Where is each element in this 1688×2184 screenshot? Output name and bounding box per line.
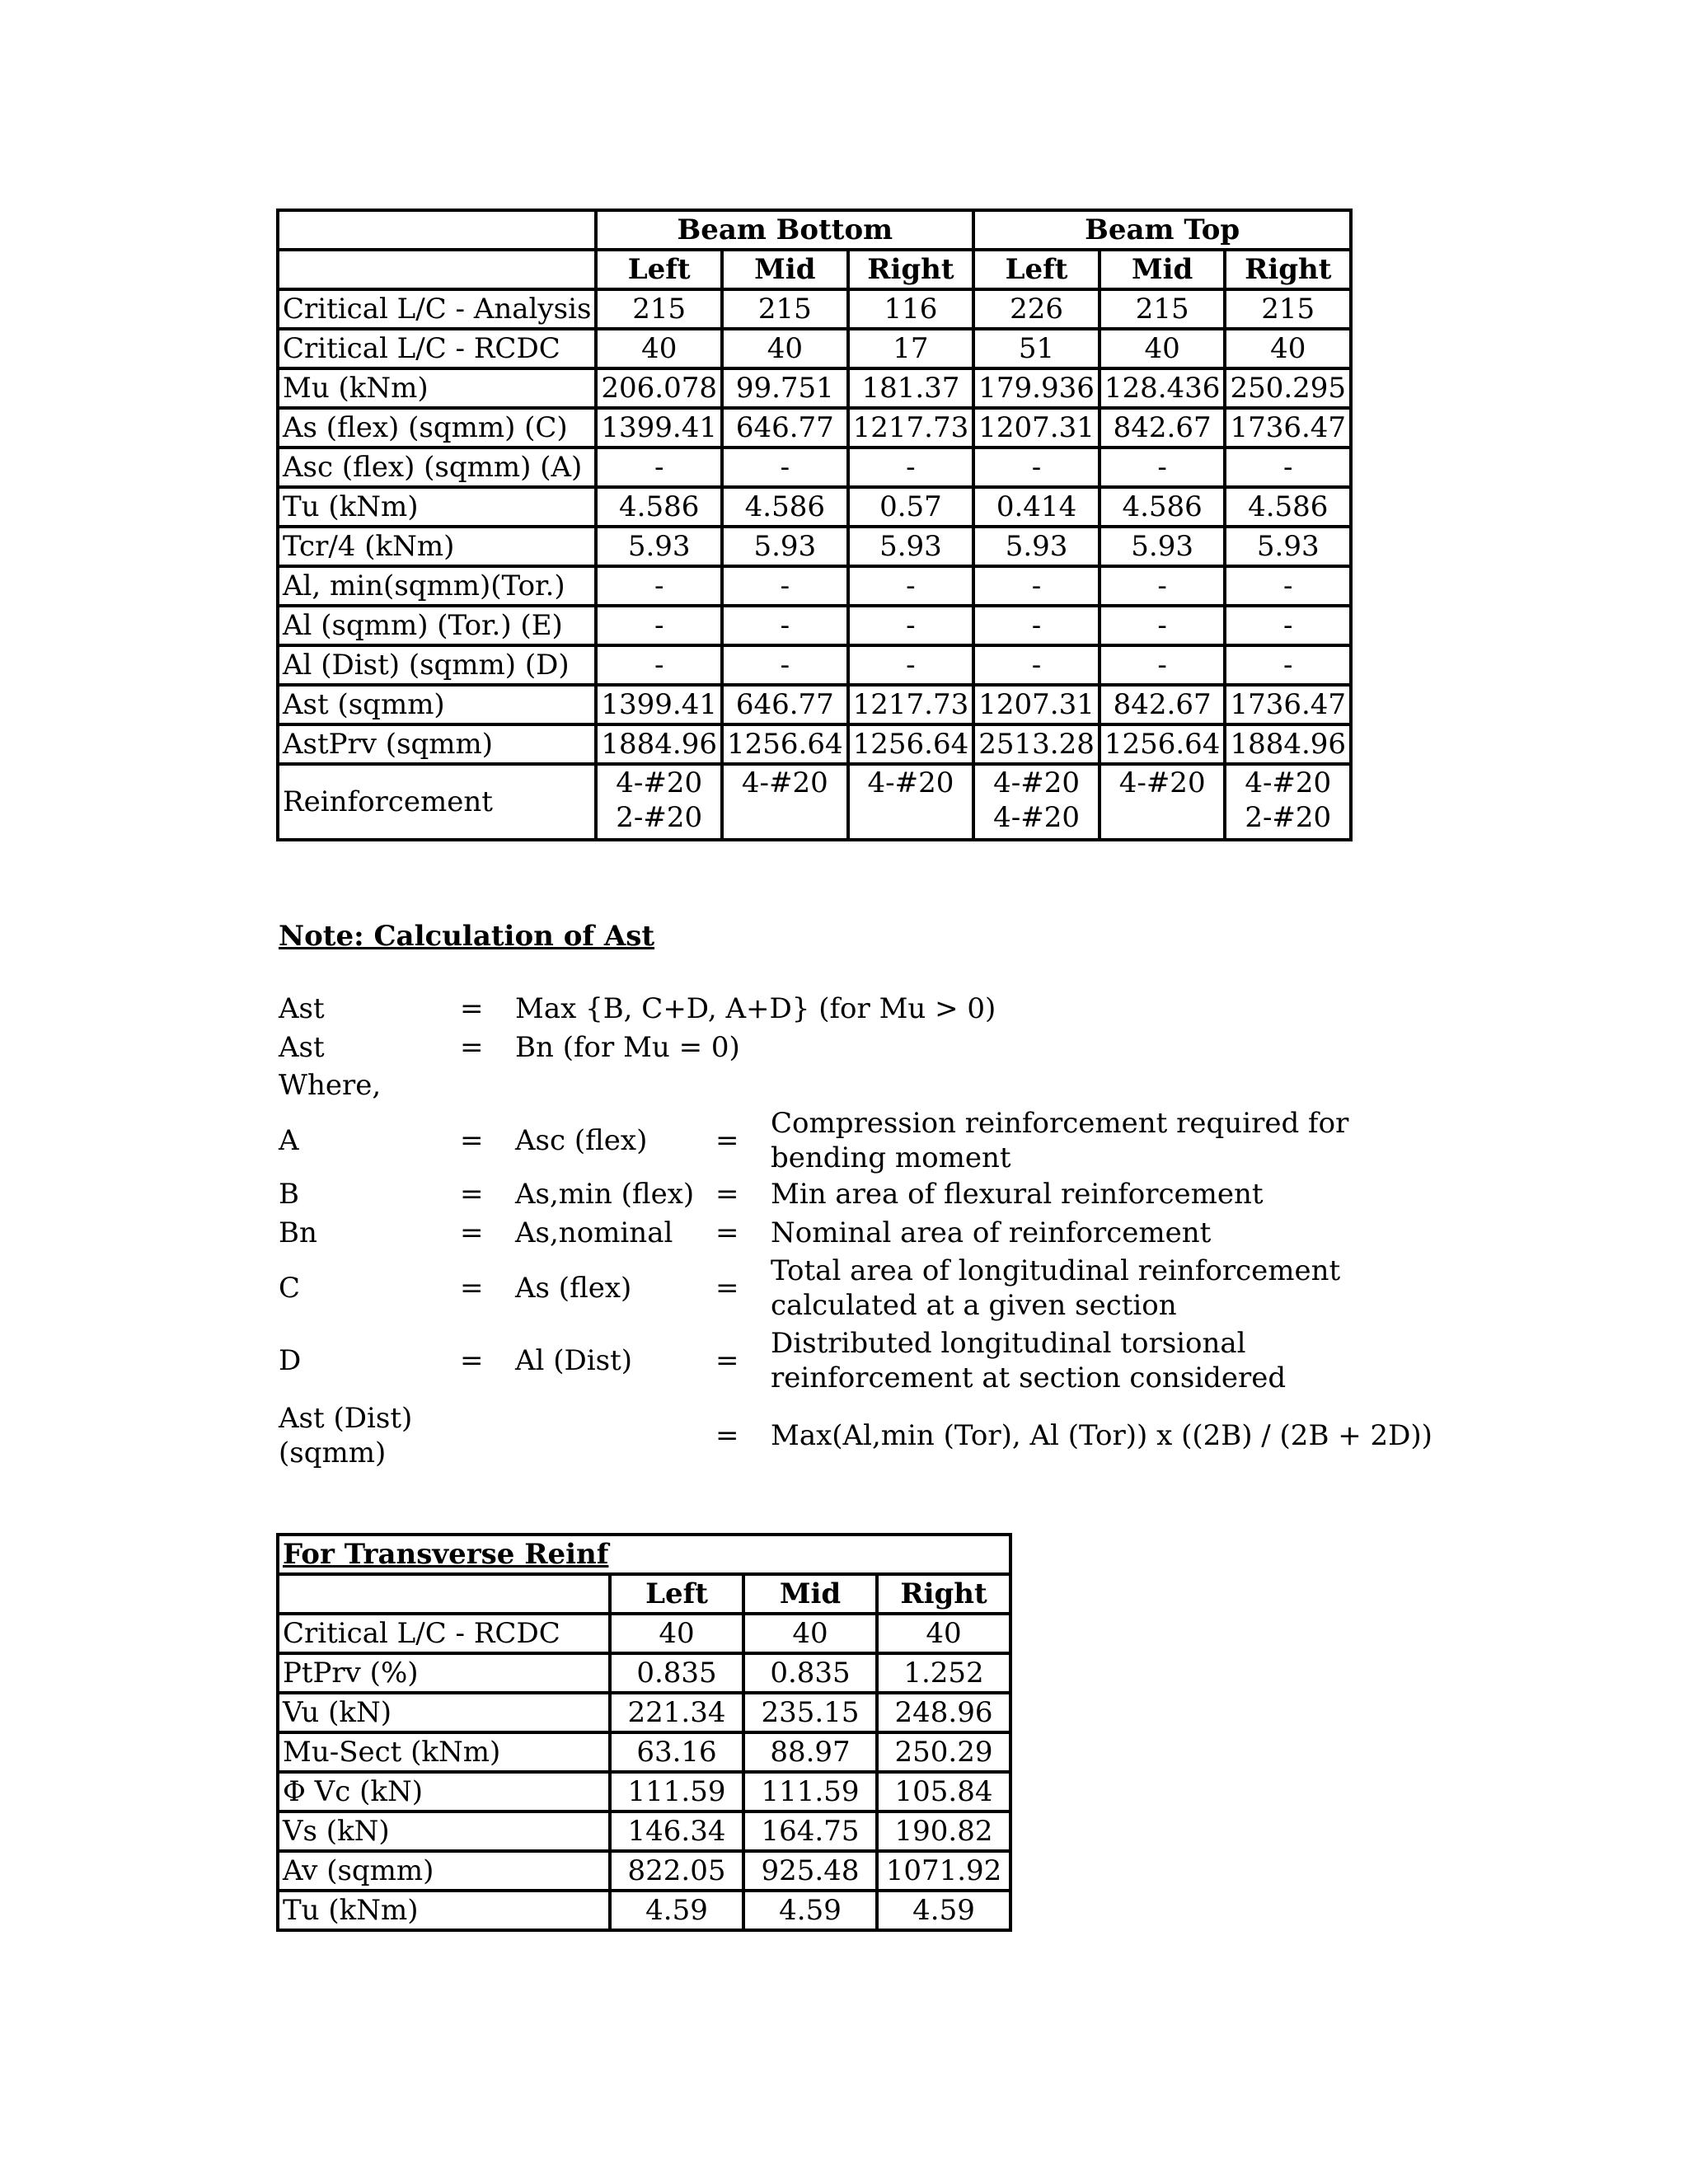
table-cell: 1399.41 [596,685,722,724]
table-cell: 250.29 [877,1732,1010,1772]
column-header: Left [610,1574,743,1614]
column-header: Mid [1100,250,1226,289]
table-cell: 40 [877,1614,1010,1653]
table-cell: 925.48 [743,1851,877,1891]
row-label: Al (Dist) (sqmm) (D) [278,645,596,685]
row-label: Critical L/C - RCDC [278,1614,610,1653]
table-cell: 1884.96 [1225,724,1351,764]
formula-rhs: Max {B, C+D, A+D} (for Mu > 0) [515,992,996,1025]
table-cell: 215 [596,289,722,329]
table-cell: 1256.64 [848,724,974,764]
table-row [278,1732,1010,1772]
longitudinal-table [276,209,1353,841]
def-description: Nominal area of reinforcement [771,1216,1212,1249]
reinforcement-row [278,764,1351,840]
table-cell: - [1100,566,1226,606]
table-cell: 1736.47 [1225,408,1351,448]
equals-sign: = [715,1124,739,1157]
table-cell: 1399.41 [596,408,722,448]
table-cell: 0.835 [610,1653,743,1693]
row-label: Al, min(sqmm)(Tor.) [278,566,596,606]
reinforcement-cell [973,764,1100,840]
table-cell: 4.59 [743,1891,877,1930]
table-cell: 221.34 [610,1693,743,1732]
table-cell: - [596,645,722,685]
table-row [278,645,1351,685]
row-label: Tu (kNm) [278,487,596,527]
table-cell: 51 [973,329,1100,368]
row-label: Vu (kN) [278,1693,610,1732]
table-cell: 190.82 [877,1811,1010,1851]
table-cell: 4.586 [722,487,848,527]
table-cell: 250.295 [1225,368,1351,408]
column-header: Right [877,1574,1010,1614]
row-label: Av (sqmm) [278,1851,610,1891]
column-header-row [278,1574,1010,1614]
equals-sign: = [715,1216,739,1249]
table-cell: 40 [1225,329,1351,368]
def-symbol-unit: (sqmm) [279,1436,387,1469]
def-term: Al (Dist) [515,1344,633,1377]
formula-lhs: Ast [279,1031,325,1064]
column-header: Left [596,250,722,289]
table-cell: 5.93 [1100,527,1226,566]
table-cell: - [973,606,1100,645]
table-cell: 40 [1100,329,1226,368]
table-cell: 4.586 [1225,487,1351,527]
table-cell: 842.67 [1100,408,1226,448]
bar-spec: 4-#20 [616,766,703,799]
table-cell: 646.77 [722,408,848,448]
row-label: Ast (sqmm) [278,685,596,724]
bar-spec: 4-#20 [1245,766,1332,799]
table-cell: - [722,645,848,685]
table-row [278,527,1351,566]
def-description: Distributed longitudinal torsional reinforcement at section considered [771,1327,1287,1394]
def-symbol: B [279,1178,299,1211]
table-cell: 2513.28 [973,724,1100,764]
def-term: As,nominal [515,1216,673,1249]
table-row [278,685,1351,724]
table-cell: 822.05 [610,1851,743,1891]
reinforcement-cell [1225,764,1351,840]
table-cell: - [848,645,974,685]
def-term: Asc (flex) [515,1124,648,1157]
row-label: Φ Vc (kN) [278,1772,610,1811]
table-cell: 105.84 [877,1772,1010,1811]
table-row [278,724,1351,764]
table-cell: 111.59 [743,1772,877,1811]
def-symbol: C [279,1272,301,1305]
column-header: Left [973,250,1100,289]
table-cell: 40 [610,1614,743,1653]
row-label: Tcr/4 (kNm) [278,527,596,566]
reinforcement-cell [1100,764,1226,840]
def-symbol: A [279,1124,299,1157]
table-cell: - [848,566,974,606]
row-label: Critical L/C - Analysis [278,289,596,329]
table-cell: - [973,566,1100,606]
table-row [278,289,1351,329]
table-cell: 0.835 [743,1653,877,1693]
table-cell: 235.15 [743,1693,877,1732]
table-cell: 646.77 [722,685,848,724]
table-cell: 40 [722,329,848,368]
ast-dist-formula: Max(Al,min (Tor), Al (Tor)) x ((2B) / (2B + 2D)) [771,1419,1432,1452]
column-header: Mid [722,250,848,289]
table-cell: 164.75 [743,1811,877,1851]
table-row [278,1614,1010,1653]
reinforcement-cell [722,764,848,840]
table-cell: 5.93 [722,527,848,566]
table-cell: 1207.31 [973,408,1100,448]
row-label: Mu-Sect (kNm) [278,1732,610,1772]
bar-spec [853,800,969,835]
table-cell: - [596,448,722,487]
table-cell: - [848,606,974,645]
reinforcement-cell [848,764,974,840]
column-header: Right [848,250,974,289]
formula-lhs: Ast [279,992,325,1025]
equals-sign: = [460,1178,484,1211]
def-symbol: Ast (Dist) [279,1402,413,1435]
table-cell: 1736.47 [1225,685,1351,724]
def-symbol: D [279,1344,302,1377]
table-row [278,329,1351,368]
table-cell: - [596,566,722,606]
bar-spec: 4-#20 [867,766,954,799]
row-label: Mu (kNm) [278,368,596,408]
equals-sign: = [715,1178,739,1211]
def-term: As,min (flex) [515,1178,695,1211]
table-cell: - [973,645,1100,685]
equals-sign: = [460,1216,484,1249]
table-cell: 5.93 [973,527,1100,566]
table-cell: 226 [973,289,1100,329]
table-cell: 215 [1100,289,1226,329]
note-title: Note: Calculation of Ast [279,920,655,953]
corner-cell [278,250,596,289]
row-label: Asc (flex) (sqmm) (A) [278,448,596,487]
table-cell: 17 [848,329,974,368]
row-label: Al (sqmm) (Tor.) (E) [278,606,596,645]
row-label: Reinforcement [278,764,596,840]
table-row [278,1811,1010,1851]
table-cell: 1.252 [877,1653,1010,1693]
bar-spec: 4-#20 [741,766,828,799]
table-row [278,408,1351,448]
row-label: Vs (kN) [278,1811,610,1851]
where-label: Where, [279,1069,382,1102]
table-cell: - [1100,645,1226,685]
table-cell: 0.414 [973,487,1100,527]
table-cell: - [722,606,848,645]
table-row [278,368,1351,408]
table-cell: 146.34 [610,1811,743,1851]
table-cell: - [1225,645,1351,685]
table-row [278,1851,1010,1891]
table-row [278,1772,1010,1811]
table-cell: 1256.64 [722,724,848,764]
table-row [278,1653,1010,1693]
def-description: Compression reinforcement required for bending moment [771,1107,1349,1174]
group-beam-top: Beam Top [973,210,1351,250]
table-cell: 0.57 [848,487,974,527]
table-cell: 5.93 [596,527,722,566]
def-term: As (flex) [515,1272,632,1305]
table-cell: 4.586 [596,487,722,527]
table-row [278,1693,1010,1732]
table-row [278,448,1351,487]
table-cell: 4.586 [1100,487,1226,527]
reinforcement-cell [596,764,722,840]
table-cell: 88.97 [743,1732,877,1772]
equals-sign: = [460,992,484,1025]
def-description: Min area of flexural reinforcement [771,1178,1264,1211]
table-cell: 1207.31 [973,685,1100,724]
table-cell: 116 [848,289,974,329]
table-cell: 1217.73 [848,685,974,724]
equals-sign: = [460,1031,484,1064]
table-cell: 5.93 [848,527,974,566]
table-cell: - [1225,606,1351,645]
column-header-row [278,250,1351,289]
table-cell: 1884.96 [596,724,722,764]
table-cell: 4.59 [877,1891,1010,1930]
table-cell: 215 [722,289,848,329]
table-cell: - [596,606,722,645]
equals-sign: = [715,1344,739,1377]
table-cell: 1217.73 [848,408,974,448]
table-cell: - [848,448,974,487]
table-cell: - [1100,448,1226,487]
bar-spec [727,800,843,835]
bar-spec: 2-#20 [1245,801,1332,834]
equals-sign: = [460,1344,484,1377]
row-label: AstPrv (sqmm) [278,724,596,764]
row-label: As (flex) (sqmm) (C) [278,408,596,448]
table-row [278,606,1351,645]
bar-spec: 4-#20 [993,801,1080,834]
row-label: Tu (kNm) [278,1891,610,1930]
table-cell: 4.59 [610,1891,743,1930]
table-cell: 63.16 [610,1732,743,1772]
equals-sign: = [460,1124,484,1157]
table-cell: 248.96 [877,1693,1010,1732]
table-cell: - [722,448,848,487]
group-header-row [278,210,1351,250]
table-cell: 99.751 [722,368,848,408]
table-cell: - [973,448,1100,487]
table-row [278,566,1351,606]
row-label: PtPrv (%) [278,1653,610,1693]
def-description: Total area of longitudinal reinforcement calculated at a given section [771,1254,1341,1322]
row-label: Critical L/C - RCDC [278,329,596,368]
equals-sign: = [715,1419,739,1452]
table-cell: 181.37 [848,368,974,408]
table-cell: 206.078 [596,368,722,408]
equals-sign: = [715,1272,739,1305]
def-symbol: Bn [279,1216,317,1249]
table-cell: 215 [1225,289,1351,329]
table-cell: - [1225,566,1351,606]
table-cell: 128.436 [1100,368,1226,408]
table-cell: - [1225,448,1351,487]
group-beam-bottom: Beam Bottom [596,210,973,250]
table-cell: 40 [596,329,722,368]
table-cell: 111.59 [610,1772,743,1811]
table-cell: 179.936 [973,368,1100,408]
column-header: Mid [743,1574,877,1614]
table-cell: 1256.64 [1100,724,1226,764]
corner-cell [278,1574,610,1614]
table-row [278,1891,1010,1930]
column-header: Right [1225,250,1351,289]
transverse-table [276,1533,1012,1932]
table-cell: 1071.92 [877,1851,1010,1891]
bar-spec [1104,800,1221,835]
table-cell: 5.93 [1225,527,1351,566]
bar-spec: 4-#20 [1118,766,1206,799]
corner-cell [278,210,596,250]
table-caption: For Transverse Reinf [278,1535,1010,1574]
table-cell: 40 [743,1614,877,1653]
bar-spec: 2-#20 [616,801,703,834]
formula-rhs: Bn (for Mu = 0) [515,1031,740,1064]
equals-sign: = [460,1272,484,1305]
table-cell: - [722,566,848,606]
bar-spec: 4-#20 [993,766,1080,799]
table-cell: - [1100,606,1226,645]
table-row [278,487,1351,527]
table-cell: 842.67 [1100,685,1226,724]
caption-row [278,1535,1010,1574]
